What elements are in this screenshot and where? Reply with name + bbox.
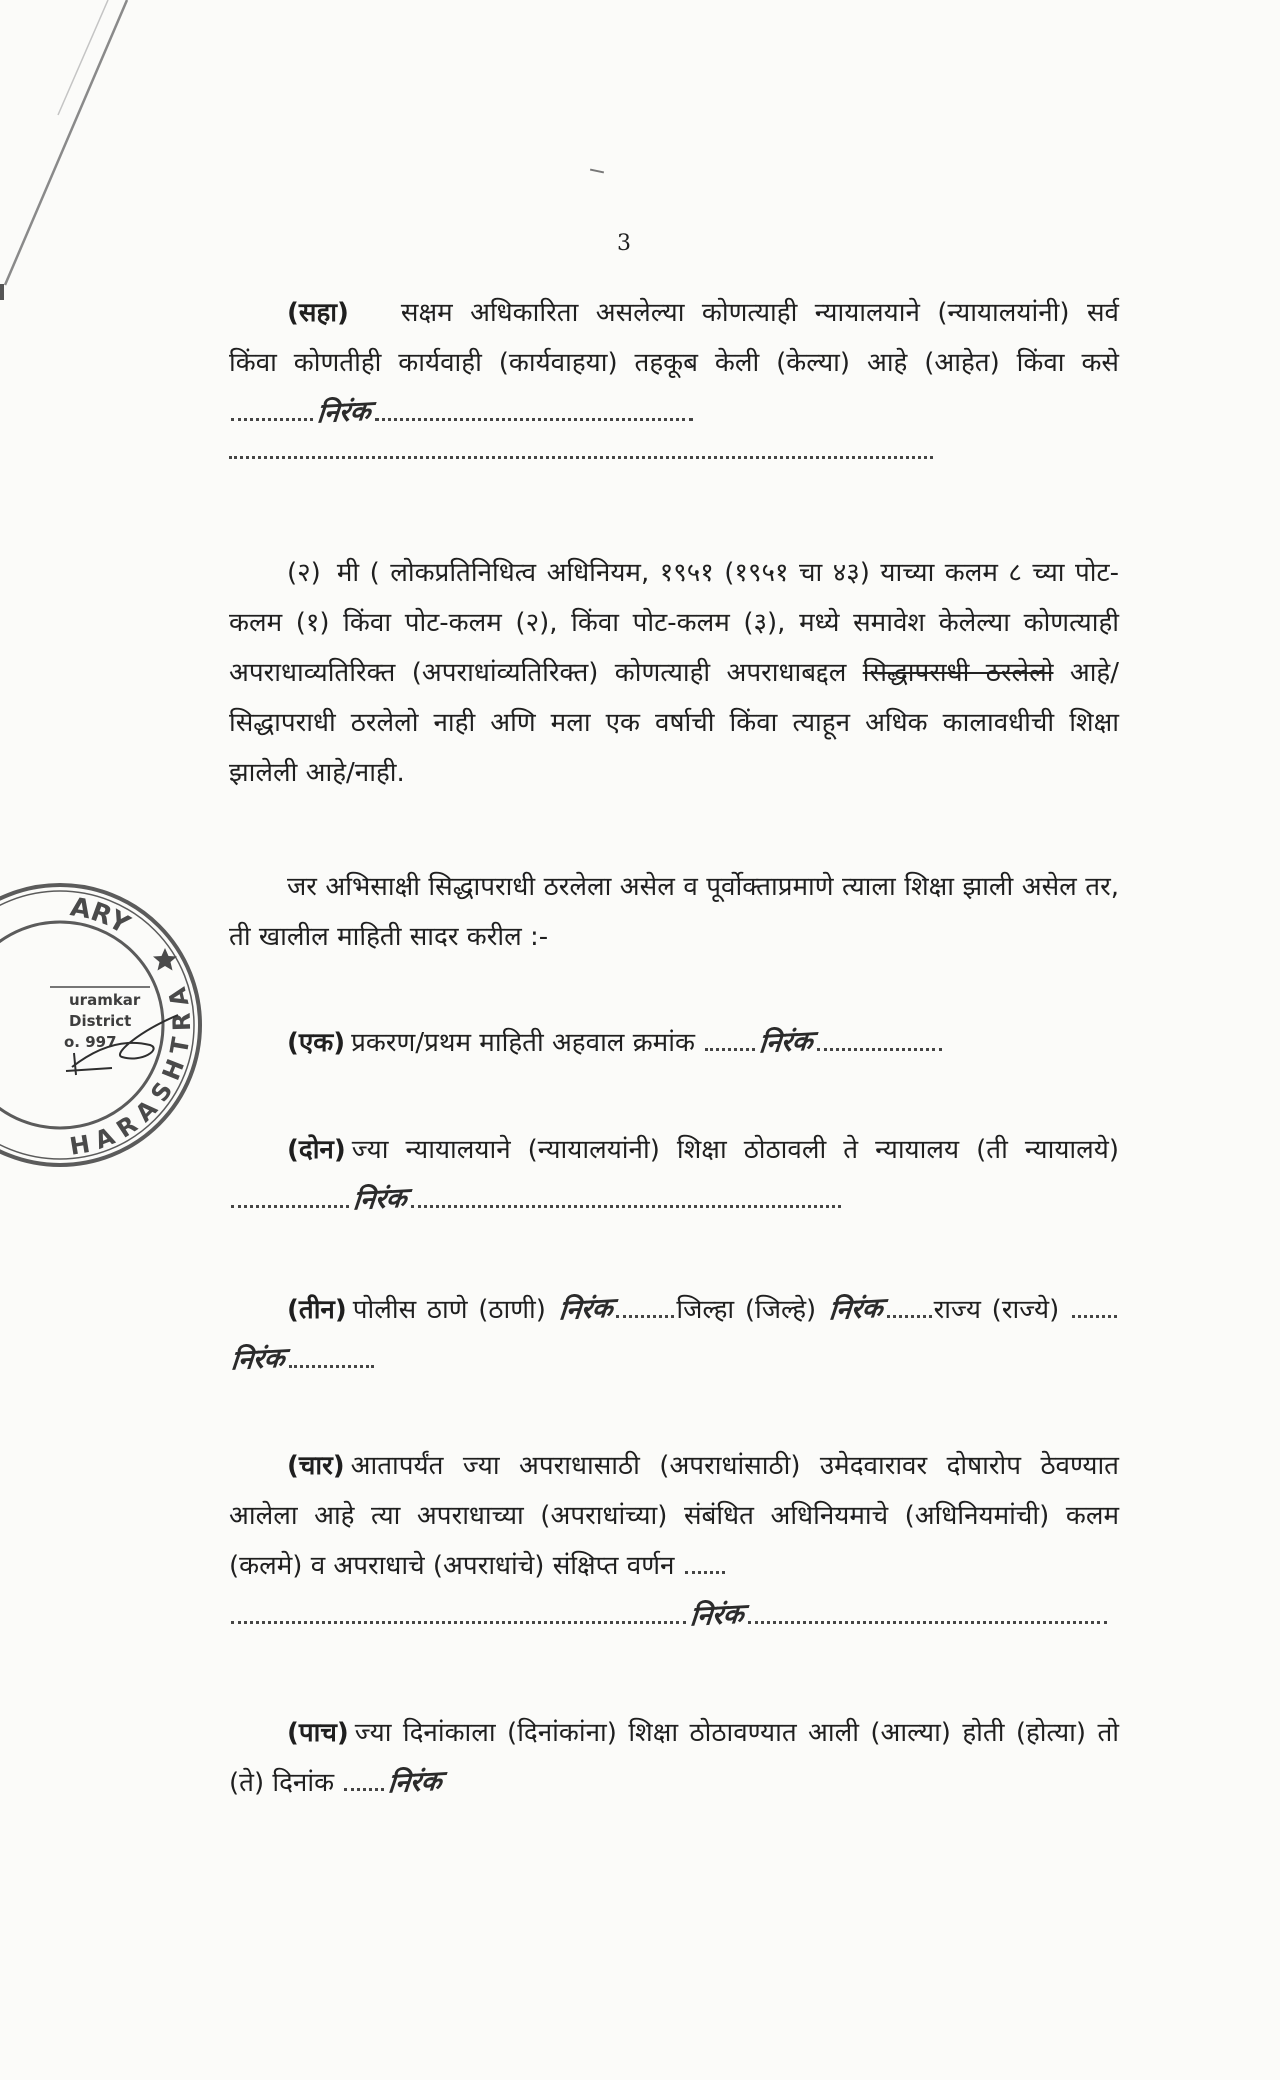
item-5-text: ज्या दिनांकाला (दिनांकांना) शिक्षा ठोठावण्यात आली (आल्या) होती (होत्या) तो (ते) दिनांक (229, 1718, 1119, 1798)
police-station-label: पोलीस ठाणे (ठाणी) (352, 1295, 546, 1325)
handwritten-entry: निरंक (757, 1025, 815, 1060)
scan-mark (590, 169, 604, 174)
item-1 (229, 1018, 1119, 1068)
item-5-label: (पाच) (287, 1718, 349, 1748)
seal-line-2: District (69, 1012, 132, 1030)
official-seal (0, 875, 215, 1175)
fill-leader (685, 1570, 725, 1574)
handwritten-entry: निरंक (351, 1182, 409, 1217)
fill-leader (375, 417, 693, 421)
handwritten-entry: निरंक (229, 1342, 287, 1377)
item-1-label: (एक) (287, 1028, 346, 1058)
seal-top-text: ARY (68, 892, 135, 941)
seal-line-1: uramkar (69, 991, 141, 1009)
district-label: जिल्हा (जिल्हे) (676, 1295, 817, 1325)
fill-leader (231, 417, 313, 421)
clause-2-text-after: आहे/सिद्धापराधी ठरलेलो नाही अणि मला एक वर्षाची किंवा त्याहून अधिक कालावधीची शिक्षा झालेली आहे/नाही. (229, 658, 1119, 788)
handwritten-entry: निरंक (688, 1598, 746, 1633)
handwritten-entry: निरंक (315, 395, 373, 430)
fill-leader (1072, 1314, 1117, 1318)
fill-leader (411, 1204, 841, 1208)
fill-leader (817, 1047, 942, 1051)
fill-leader (231, 1620, 686, 1624)
fill-leader (344, 1787, 384, 1791)
handwritten-entry: निरंक (827, 1292, 885, 1327)
fill-leader (705, 1047, 755, 1051)
page-number: 3 (617, 231, 631, 256)
fill-leader (887, 1314, 932, 1318)
clause-2 (229, 548, 1119, 798)
item-1-text: प्रकरण/प्रथम माहिती अहवाल क्रमांक (351, 1028, 695, 1058)
item-4-fill-row (229, 1591, 1119, 1641)
item-5 (229, 1708, 1119, 1808)
dotted-rule (229, 438, 933, 459)
seal-line-3: o. 997 (64, 1033, 117, 1051)
item-2-label: (दोन) (287, 1135, 346, 1165)
fill-leader (231, 1204, 349, 1208)
item-3 (229, 1285, 1119, 1385)
seal-bottom-text: HARASHTRA (67, 984, 197, 1161)
svg-text:HARASHTRA (68, 984, 196, 1160)
clause-saha-label: (सहा) (287, 298, 349, 328)
scan-edge-line (0, 0, 140, 300)
clause-saha-text: सक्षम अधिकारिता असलेल्या कोणत्याही न्यायालयाने (न्यायालयांनी) सर्व किंवा कोणतीही कार्यवाही (कार्यवाहया) तहकूब केली (केल्या) आहे (आहेत) किंवा कसे (229, 298, 1119, 378)
fill-leader (748, 1620, 1107, 1624)
item-4-label: (चार) (287, 1451, 345, 1481)
item-2-text: ज्या न्यायालयाने (न्यायालयांनी) शिक्षा ठोठावली ते न्यायालय (ती न्यायालये) (351, 1135, 1119, 1165)
handwritten-entry: निरंक (557, 1292, 614, 1327)
item-4-text: आतापर्यंत ज्या अपराधासाठी (अपराधांसाठी) उमेदवारावर दोषारोप ठेवण्यात आलेला आहे त्या अपराधाच्या (अपराधांच्या) संबंधित अधिनियमाचे (अधिनियमांची) कलम (कलमे) व अपराधाचे (अपराधांचे) संक्षिप्त वर्णन (229, 1451, 1119, 1581)
fill-leader (616, 1314, 674, 1318)
clause-2-text-before: मी ( लोकप्रतिनिधित्व अधिनियम, १९५१ (१९५१ चा ४३) याच्या कलम ८ च्या पोट-कलम (१) किंवा पोट-कलम (२), किंवा पोट-कलम (३), मध्ये समावेश केलेल्या कोणत्याही अपराधाव्यतिरिक्त (अपराधांव्यतिरिक्त) कोणत्याही अपराधाबद्दल (229, 558, 1119, 688)
seal-star-icon (153, 948, 177, 971)
handwritten-entry: निरंक (387, 1765, 444, 1800)
fill-leader (289, 1364, 374, 1368)
struck-text: सिद्धापराधी ठरलेलो (862, 658, 1054, 688)
state-label: राज्य (राज्ये) (933, 1295, 1060, 1325)
clause-saha (229, 288, 1119, 438)
document-body (229, 288, 1119, 1808)
item-3-label: (तीन) (287, 1295, 347, 1325)
item-2 (229, 1125, 1119, 1225)
intro-paragraph: जर अभिसाक्षी सिद्धापराधी ठरलेला असेल व पूर्वोक्ताप्रमाणे त्याला शिक्षा झाली असेल तर, ती खालील माहिती सादर करील :- (229, 872, 1119, 952)
clause-2-label: (२) (287, 558, 321, 588)
item-4 (229, 1441, 1119, 1641)
